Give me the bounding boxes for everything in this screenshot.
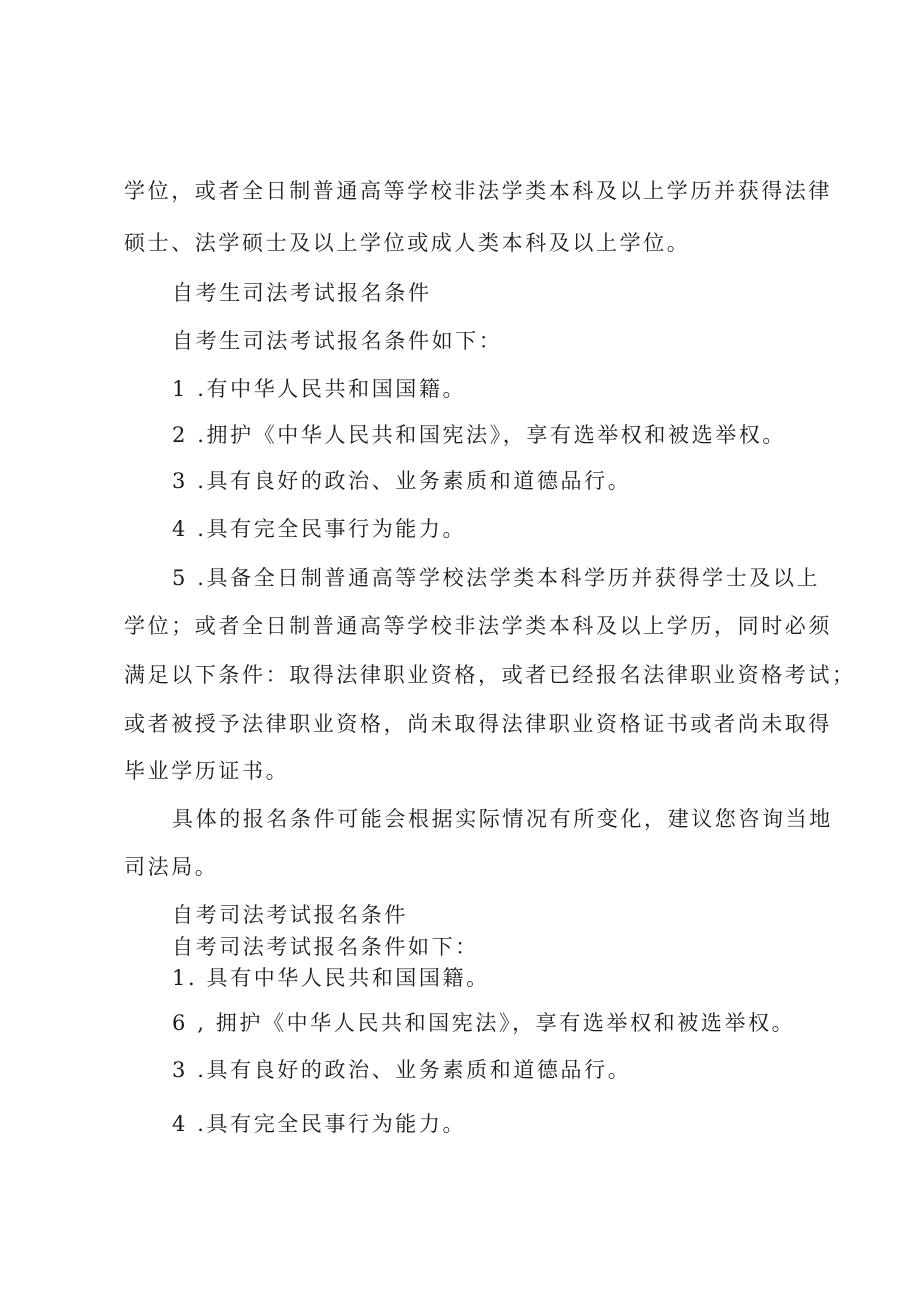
- section1-item-5-line-5: 毕业学历证书。: [124, 759, 290, 783]
- section2-item-3: 3 .具有良好的政治、业务素质和道德品行。: [172, 1058, 632, 1082]
- section1-item-5-line-3: 满足以下条件：取得法律职业资格，或者已经报名法律职业资格考试；: [124, 663, 856, 687]
- section1-item-2: 2 .拥护《中华人民共和国宪法》，享有选举权和被选举权。: [172, 423, 787, 447]
- section1-note-line-1: 具体的报名条件可能会根据实际情况有所变化，建议您咨询当地: [172, 807, 833, 831]
- section1-item-3: 3 .具有良好的政治、业务素质和道德品行。: [172, 469, 632, 493]
- section2-lead: 自考司法考试报名条件如下：: [172, 935, 479, 959]
- section1-item-5-line-2: 学位；或者全日制普通高等学校非法学类本科及以上学历，同时必须: [124, 614, 832, 638]
- section1-item-5-line-1: 5 .具备全日制普通高等学校法学类本科学历并获得学士及以上: [172, 566, 821, 590]
- section1-note-line-2: 司法局。: [124, 855, 219, 879]
- intro-line-1: 学位，或者全日制普通高等学校非法学类本科及以上学历并获得法律: [124, 179, 832, 203]
- section1-heading: 自考生司法考试报名条件: [172, 281, 432, 305]
- intro-line-2: 硕士、法学硕士及以上学位或成人类本科及以上学位。: [124, 231, 691, 255]
- section2-heading: 自考司法考试报名条件: [172, 903, 408, 927]
- section1-lead: 自考生司法考试报名条件如下：: [172, 329, 503, 353]
- section1-item-4: 4 .具有完全民事行为能力。: [172, 517, 467, 541]
- section1-item-5-line-4: 或者被授予法律职业资格，尚未取得法律职业资格证书或者尚未取得: [124, 712, 832, 736]
- section1-item-1: 1 .有中华人民共和国国籍。: [172, 377, 467, 401]
- section2-item-2: 6 , 拥护《中华人民共和国宪法》，享有选举权和被选举权。: [172, 1011, 796, 1035]
- section2-item-1: 1. 具有中华人民共和国国籍。: [172, 966, 490, 990]
- section2-item-4: 4 .具有完全民事行为能力。: [172, 1112, 467, 1136]
